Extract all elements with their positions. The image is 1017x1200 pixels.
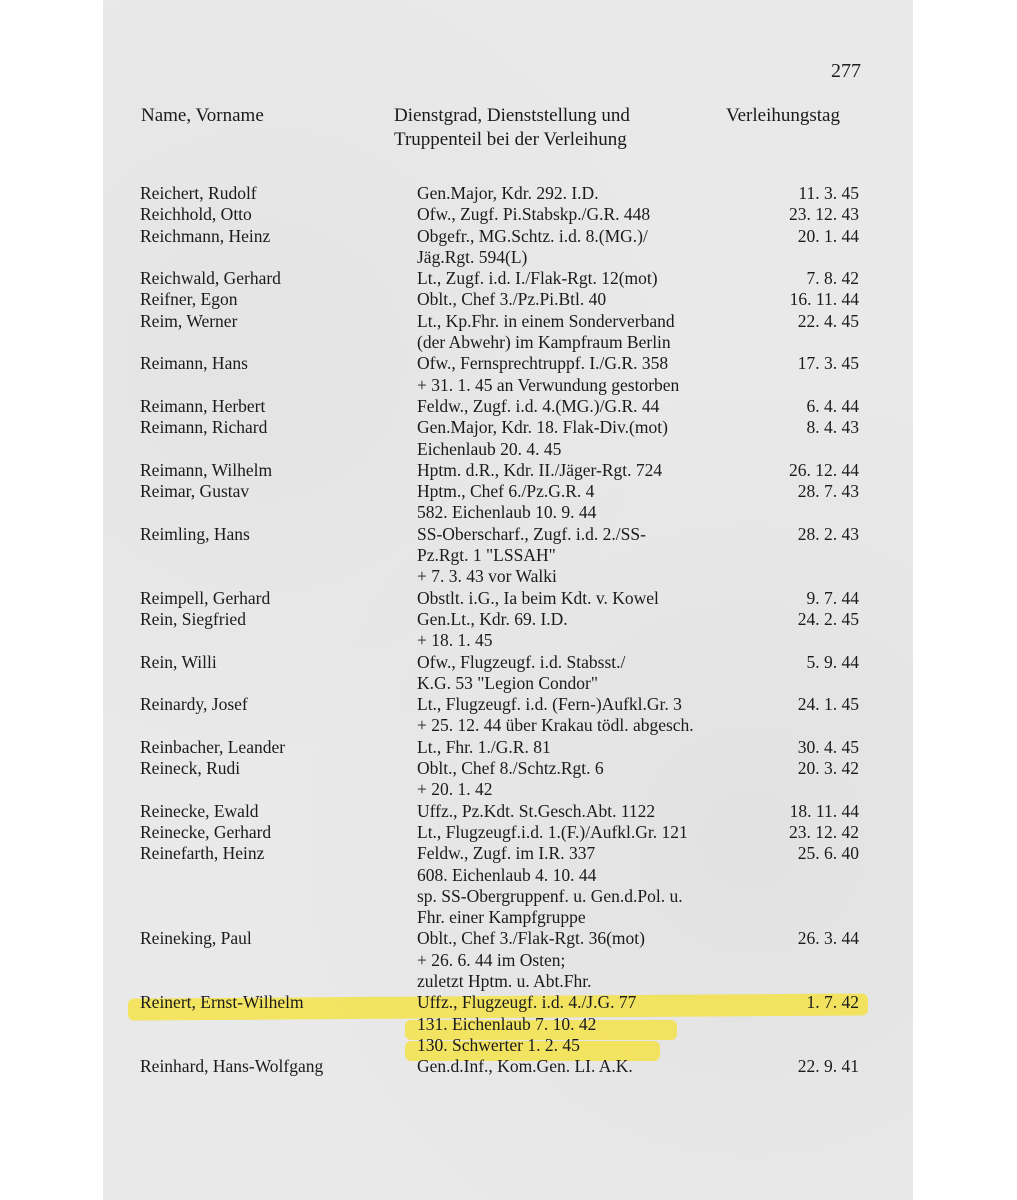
entry-rank: Obstlt. i.G., Ia beim Kdt. v. Kowel [417, 587, 659, 608]
entry-line [0, 694, 1017, 715]
entry-date: 26. 12. 44 [789, 459, 859, 480]
entry-name: Reimann, Wilhelm [140, 459, 273, 480]
entry-name: Reimann, Hans [140, 353, 248, 374]
entry-line [0, 353, 1017, 374]
entry-line [0, 907, 1017, 928]
entry-date: 26. 3. 44 [797, 928, 859, 949]
entry-date: 24. 1. 45 [797, 694, 859, 715]
entry-name: Reimpell, Gerhard [140, 587, 271, 608]
entry-date: 1. 7. 42 [806, 992, 859, 1013]
entry-line [0, 481, 1017, 502]
entry-date: 16. 11. 44 [789, 289, 859, 310]
entry-date: 23. 12. 42 [789, 821, 859, 842]
entry-rank: Obgefr., MG.Schtz. i.d. 8.(MG.)/ [417, 225, 648, 246]
entry-line [0, 673, 1017, 694]
entry-line [0, 715, 1017, 736]
entry-rank: Pz.Rgt. 1 "LSSAH" [417, 545, 556, 566]
entry-rank: Hptm., Chef 6./Pz.G.R. 4 [417, 481, 595, 502]
entry-rank: 582. Eichenlaub 10. 9. 44 [417, 502, 597, 523]
entry-name: Reim, Werner [140, 310, 238, 331]
entry-date: 18. 11. 44 [789, 800, 859, 821]
entry-line [0, 566, 1017, 587]
entry-rank: Fhr. einer Kampfgruppe [417, 907, 586, 928]
entry-line [0, 971, 1017, 992]
entry-rank: Gen.Major, Kdr. 292. I.D. [417, 183, 599, 203]
entry-name: Rein, Siegfried [140, 608, 246, 629]
entry-name: Reinecke, Ewald [140, 800, 259, 821]
entry-line [0, 289, 1017, 310]
entry-date: 20. 1. 44 [797, 225, 859, 246]
entry-rank: 130. Schwerter 1. 2. 45 [417, 1034, 580, 1055]
entry-line [0, 502, 1017, 523]
entry-date: 20. 3. 42 [797, 758, 859, 779]
entry-name: Reimling, Hans [140, 523, 250, 544]
entry-rank: Oblt., Chef 8./Schtz.Rgt. 6 [417, 758, 604, 779]
entry-line [0, 311, 1017, 332]
entry-line [0, 843, 1017, 864]
entry-line [0, 822, 1017, 843]
entry-rank: Gen.d.Inf., Kom.Gen. LI. A.K. [417, 1056, 633, 1077]
entry-name: Reifner, Egon [140, 289, 238, 310]
entry-name: Reineking, Paul [140, 928, 252, 949]
entry-rank: 131. Eichenlaub 7. 10. 42 [417, 1013, 597, 1034]
entry-date: 30. 4. 45 [797, 736, 859, 757]
entry-date: 28. 2. 43 [797, 523, 859, 544]
entry-rank: Lt., Flugzeugf.i.d. 1.(F.)/Aufkl.Gr. 121 [417, 821, 688, 842]
entry-line [0, 652, 1017, 673]
entries-list [0, 183, 1017, 1077]
entry-line [0, 439, 1017, 460]
entry-name: Reichhold, Otto [140, 204, 252, 225]
entry-rank: Lt., Kp.Fhr. in einem Sonderverband [417, 310, 675, 331]
entry-line [0, 886, 1017, 907]
entry-rank: + 18. 1. 45 [417, 630, 493, 651]
entry-rank: SS-Oberscharf., Zugf. i.d. 2./SS- [417, 523, 646, 544]
column-header-rank-line1: Dienstgrad, Dienststellung und [394, 105, 630, 126]
entry-rank: + 26. 6. 44 im Osten; [417, 949, 566, 970]
page-number: 277 [831, 60, 861, 82]
entry-date: 6. 4. 44 [806, 395, 859, 416]
entry-line [0, 417, 1017, 438]
entry-name: Reinbacher, Leander [140, 736, 286, 757]
column-header-rank-line2: Truppenteil bei der Verleihung [394, 129, 627, 150]
entry-rank: Uffz., Flugzeugf. i.d. 4./J.G. 77 [417, 992, 637, 1013]
entry-line [0, 609, 1017, 630]
entry-date: 22. 4. 45 [797, 310, 859, 331]
entry-rank: Eichenlaub 20. 4. 45 [417, 438, 562, 459]
entry-name: Reimann, Herbert [140, 395, 266, 416]
entry-rank: Ofw., Flugzeugf. i.d. Stabsst./ [417, 651, 626, 672]
entry-line [0, 396, 1017, 417]
entry-rank: + 20. 1. 42 [417, 779, 493, 800]
entry-line [0, 1056, 1017, 1077]
entry-rank: Oblt., Chef 3./Pz.Pi.Btl. 40 [417, 289, 607, 310]
entry-rank: Ofw., Zugf. Pi.Stabskp./G.R. 448 [417, 204, 651, 225]
entry-rank: Lt., Fhr. 1./G.R. 81 [417, 736, 551, 757]
entry-name: Reichmann, Heinz [140, 225, 271, 246]
entry-name: Reichert, Rudolf [140, 183, 257, 203]
column-header-rank [394, 104, 630, 152]
entry-line [0, 928, 1017, 949]
entry-line [0, 545, 1017, 566]
entry-line [0, 524, 1017, 545]
entry-line [0, 1035, 1017, 1056]
entry-rank: Gen.Major, Kdr. 18. Flak-Div.(mot) [417, 417, 668, 438]
entry-rank: Oblt., Chef 3./Flak-Rgt. 36(mot) [417, 928, 645, 949]
entry-rank: Ofw., Fernsprechtruppf. I./G.R. 358 [417, 353, 669, 374]
entry-date: 5. 9. 44 [806, 651, 859, 672]
entry-line [0, 332, 1017, 353]
entry-rank: Feldw., Zugf. i.d. 4.(MG.)/G.R. 44 [417, 395, 660, 416]
entry-date: 25. 6. 40 [797, 843, 859, 864]
entry-rank: Hptm. d.R., Kdr. II./Jäger-Rgt. 724 [417, 459, 663, 480]
entry-name: Reimann, Richard [140, 417, 268, 438]
entry-rank: K.G. 53 "Legion Condor" [417, 672, 599, 693]
entry-rank: zuletzt Hptm. u. Abt.Fhr. [417, 970, 592, 991]
entry-date: 9. 7. 44 [806, 587, 859, 608]
entry-name: Reinecke, Gerhard [140, 821, 272, 842]
entry-rank: + 7. 3. 43 vor Walki [417, 566, 557, 587]
entry-name: Reichwald, Gerhard [140, 268, 281, 289]
entry-date: 7. 8. 42 [806, 268, 859, 289]
entry-rank: Gen.Lt., Kdr. 69. I.D. [417, 608, 568, 629]
entry-date: 24. 2. 45 [797, 608, 859, 629]
entry-rank: Uffz., Pz.Kdt. St.Gesch.Abt. 1122 [417, 800, 656, 821]
entry-rank: + 31. 1. 45 an Verwundung gestorben [417, 374, 680, 395]
entry-line [0, 183, 1017, 204]
entry-line [0, 950, 1017, 971]
entry-rank: Lt., Zugf. i.d. I./Flak-Rgt. 12(mot) [417, 268, 658, 289]
entry-date: 11. 3. 45 [798, 183, 859, 203]
entry-line [0, 460, 1017, 481]
entry-name: Reinardy, Josef [140, 694, 248, 715]
entry-rank: Feldw., Zugf. im I.R. 337 [417, 843, 596, 864]
entry-line [0, 865, 1017, 886]
entry-name: Reinefarth, Heinz [140, 843, 265, 864]
entry-date: 8. 4. 43 [806, 417, 859, 438]
entry-line [0, 630, 1017, 651]
entry-rank: Jäg.Rgt. 594(L) [417, 246, 528, 267]
entry-rank: (der Abwehr) im Kampfraum Berlin [417, 332, 671, 353]
entry-line [0, 801, 1017, 822]
entry-line [0, 1014, 1017, 1035]
entry-line [0, 375, 1017, 396]
entry-date: 17. 3. 45 [797, 353, 859, 374]
column-header-name: Name, Vorname [141, 105, 264, 126]
entry-line [0, 204, 1017, 225]
entry-line [0, 247, 1017, 268]
entry-name: Reineck, Rudi [140, 758, 241, 779]
entry-line [0, 779, 1017, 800]
entry-line [0, 226, 1017, 247]
column-header-date: Verleihungstag [726, 105, 840, 126]
entry-rank: 608. Eichenlaub 4. 10. 44 [417, 864, 597, 885]
entry-name: Reinhard, Hans-Wolfgang [140, 1056, 324, 1077]
entry-date: 22. 9. 41 [797, 1056, 859, 1077]
entry-line [0, 588, 1017, 609]
entry-date: 23. 12. 43 [789, 204, 859, 225]
entry-line [0, 268, 1017, 289]
entry-line [0, 758, 1017, 779]
entry-name: Reimar, Gustav [140, 481, 250, 502]
entry-line [0, 992, 1017, 1013]
entry-name: Rein, Willi [140, 651, 217, 672]
entry-date: 28. 7. 43 [797, 481, 859, 502]
entry-line [0, 737, 1017, 758]
entry-rank: Lt., Flugzeugf. i.d. (Fern-)Aufkl.Gr. 3 [417, 694, 682, 715]
entry-rank: + 25. 12. 44 über Krakau tödl. abgesch. [417, 715, 694, 736]
entry-name: Reinert, Ernst-Wilhelm [140, 992, 304, 1013]
entry-rank: sp. SS-Obergruppenf. u. Gen.d.Pol. u. [417, 885, 683, 906]
